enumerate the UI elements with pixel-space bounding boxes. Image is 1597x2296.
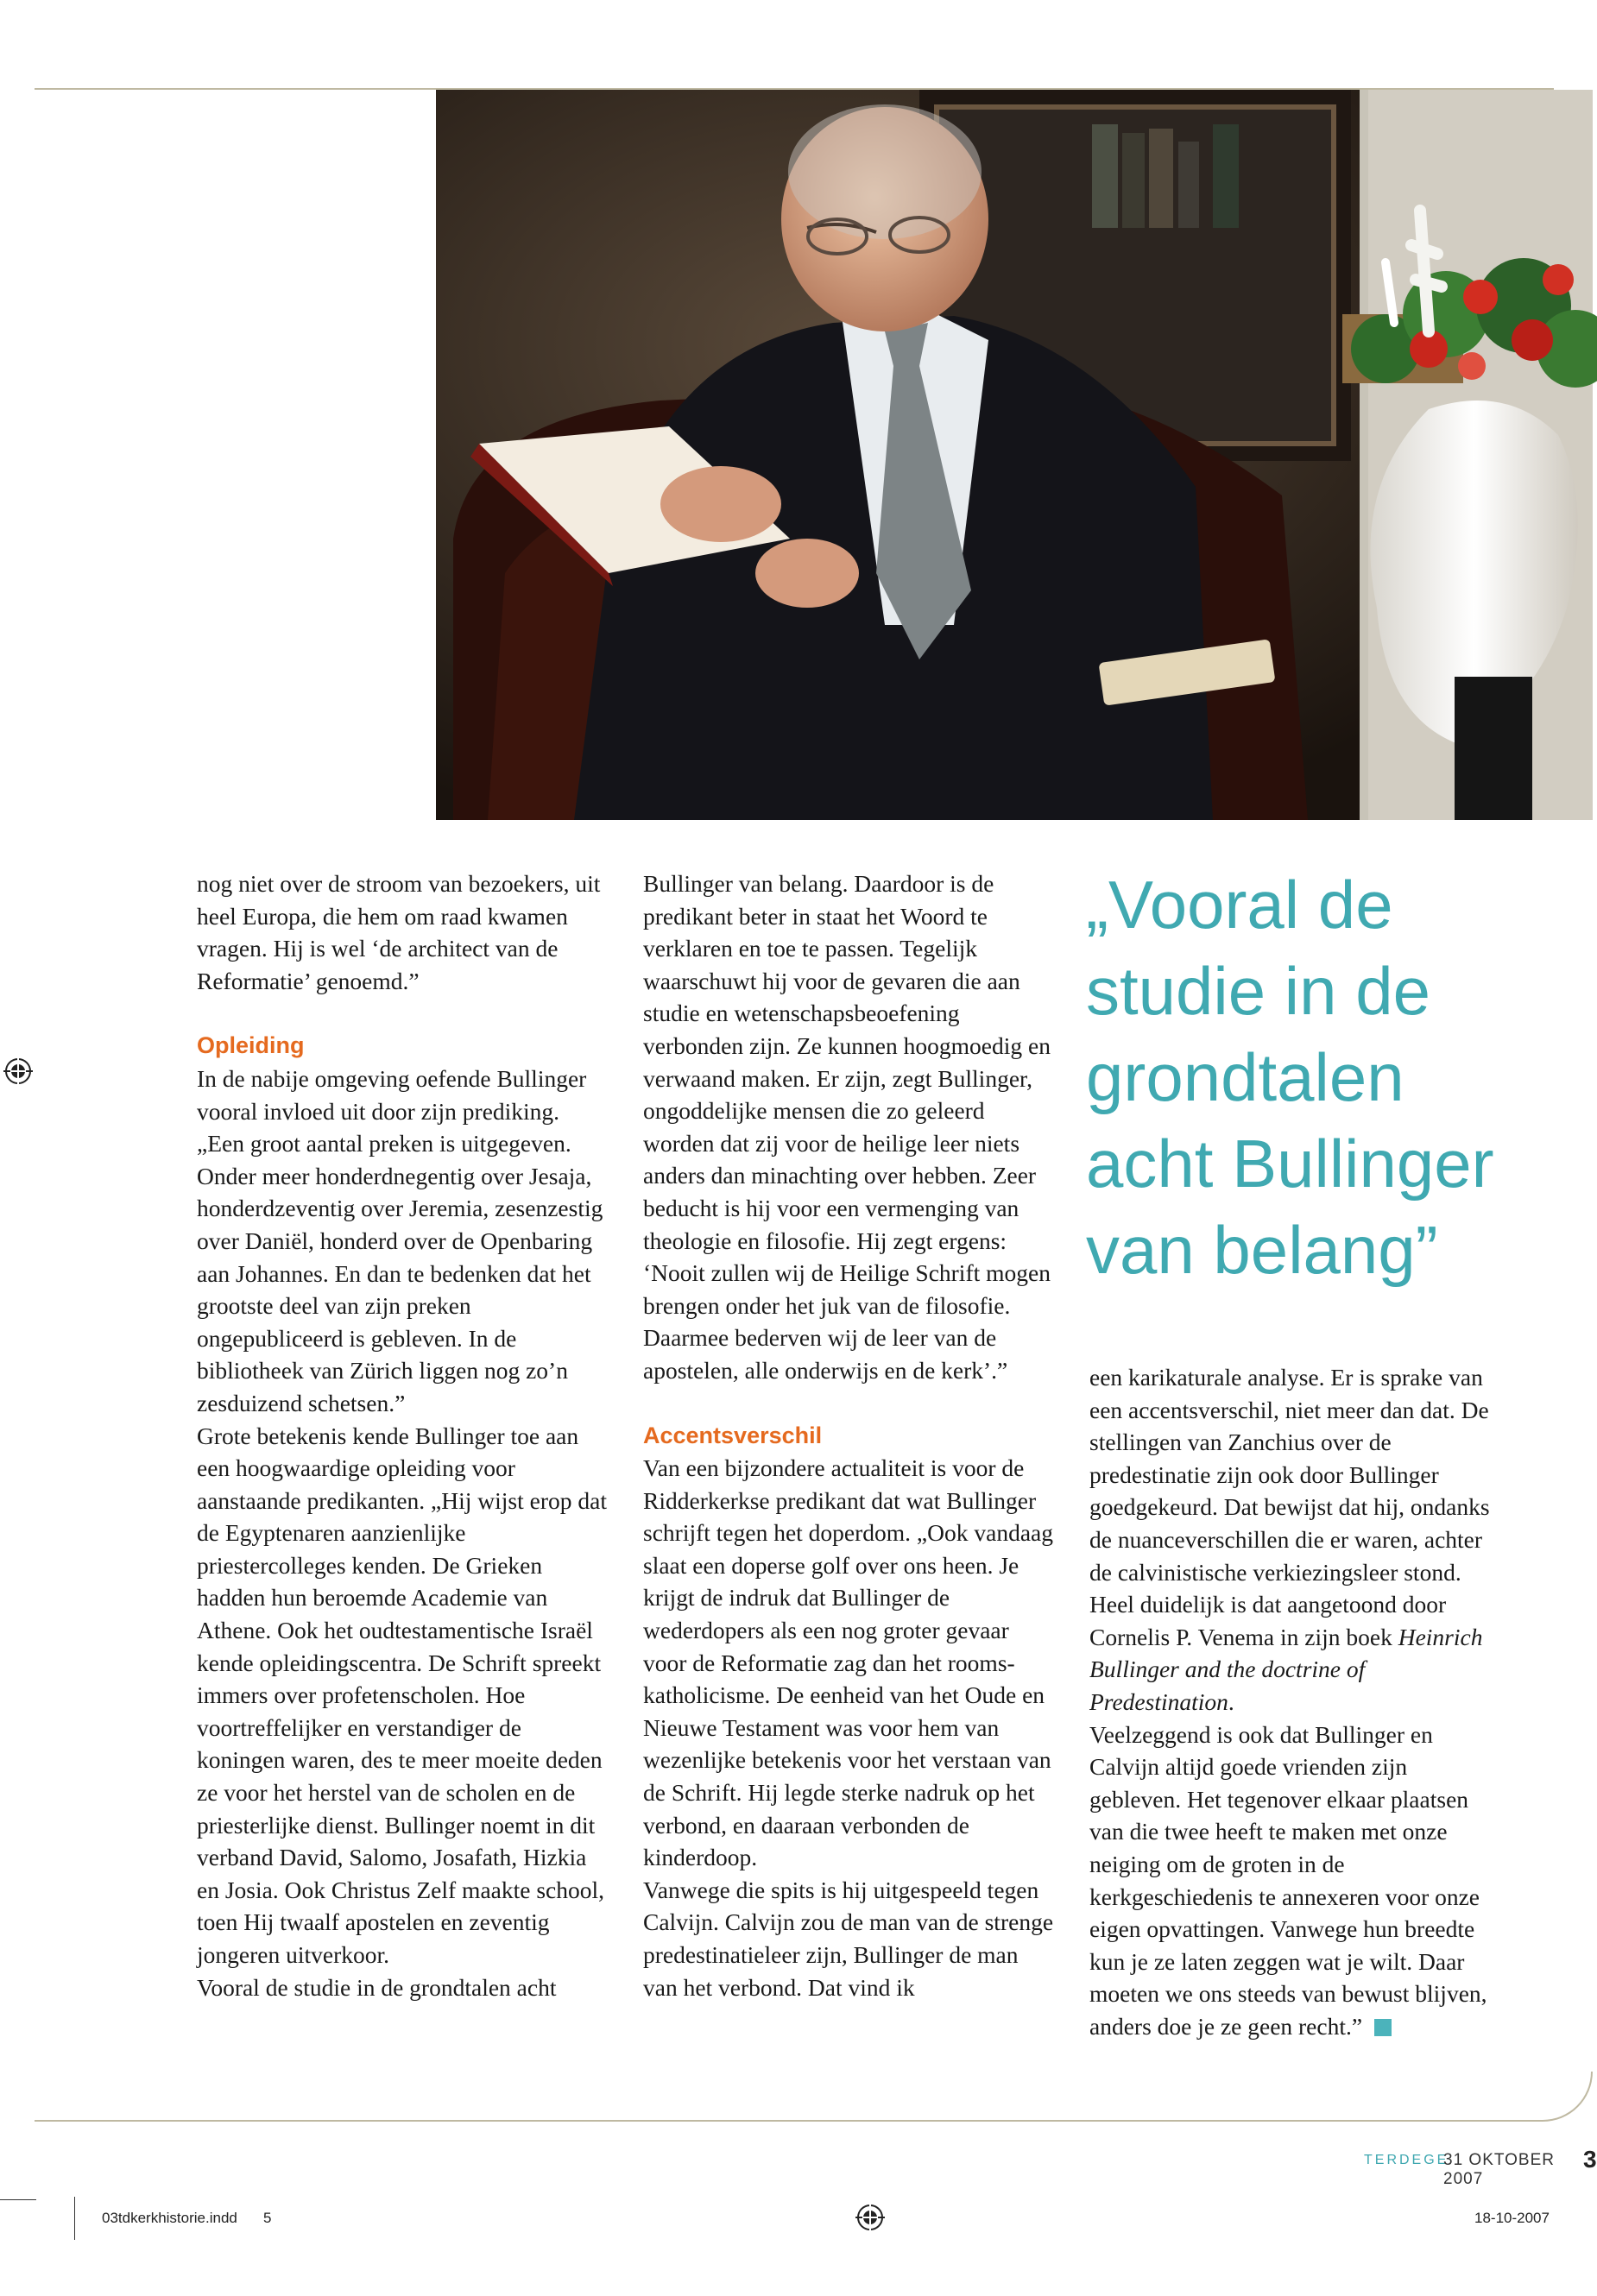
subheading-accentsverschil: Accentsverschil: [643, 1422, 823, 1448]
book-title: Heinrich Bullinger and the doctrine of Predestination: [1089, 1623, 1483, 1715]
paragraph: Bullinger van belang. Daardoor is de predikant beter in staat het Woord te verklaren en toe te passen. Tegelijk waarschuwt hij voor de gevaren die aan studie en wetenschapsbeoefening verbonden zijn. Ze kunnen hoogmoedig en verwaand maken. Er zijn, zegt Bullinger, ongoddelijke mensen die zo geleerd worden dat zij voor de heilige leer niets anders dan minachting over hebben. Zeer beducht is hij voor een vermenging van theologie en filosofie. Hij zegt ergens: ‘Nooit zullen wij de Heilige Schrift mogen brengen onder het juk van de filosofie. Daarmee bederven wij de leer van de apostelen, alle onderwijs en de kerk’.”: [643, 870, 1051, 1384]
paragraph-text: .: [1228, 1687, 1234, 1715]
subheading-opleiding: Opleiding: [197, 1032, 305, 1059]
paragraph: [1089, 1719, 1504, 2043]
slug-page: 5: [263, 2210, 272, 2226]
bottom-corner-curve: [1528, 2072, 1593, 2122]
paragraph: nog niet over de stroom van bezoekers, uit heel Europa, die hem om raad kwamen vragen. Hij is wel ‘de architect van de Reformatie’ genoemd.”: [197, 870, 601, 994]
page-number: 3: [1583, 2146, 1597, 2173]
magazine-name: TERDEGE: [1364, 2153, 1449, 2167]
paragraph: Van een bijzondere actualiteit is voor de Ridderkerkse predikant dat wat Bullinger schrijft tegen het doperdom. „Ook vandaag slaat een doperse golf over ons heen. Je krijgt de indruk dat Bullinger de wederdopers als een nog groter gevaar voor de Reformatie zag dan het rooms-katholicisme. De eenheid van het Oude en Nieuwe Testament was voor hem van wezenlijke betekenis voor het verstaan van de Schrift. Hij legde sterke nadruk op het verbond, en daaraan verbonden de kinderdoop.: [643, 1454, 1053, 1871]
crop-mark: [74, 2197, 75, 2240]
issue-date: 31 OKTOBER 2007: [1443, 2151, 1555, 2188]
registration-mark-icon: [3, 1057, 33, 1086]
crop-mark: [0, 2199, 36, 2200]
text-column-1: [197, 867, 611, 2003]
paragraph: Vooral de studie in de grondtalen acht: [197, 1973, 557, 2001]
bottom-rule: [35, 2120, 1537, 2122]
paragraph: [1089, 1361, 1504, 1719]
pull-quote: [1086, 861, 1569, 1293]
end-mark-icon: [1374, 2019, 1392, 2036]
pull-quote-line: grondtalen: [1086, 1039, 1404, 1115]
text-column-3: [1089, 1361, 1504, 2042]
paragraph: Grote betekenis kende Bullinger toe aan een hoogwaardige opleiding voor aanstaande predikanten. „Hij wijst erop dat de Egyptenaren aanzienlijke priestercolleges kenden. De Grieken hadden hun beroemde Academie van Athene. Ook het oudtestamentische Israël kende opleidingscentra. De Schrift spreekt immers over profetenscholen. Hoe voortreffelijker en verstandiger de koningen waren, des te meer moeite deden ze voor het herstel van de scholen en de priesterlijke dienst. Bullinger noemt in dit verband David, Salomo, Josafath, Hizkia en Josia. Ook Christus Zelf maakte school, toen Hij twaalf apostelen en zeventig jongeren uitverkoor.: [197, 1422, 607, 1968]
paragraph: Vanwege die spits is hij uitgespeeld tegen Calvijn. Calvijn zou de man van de strenge predestinatieleer zijn, Bullinger de man van het verbond. Dat vind ik: [643, 1876, 1054, 2001]
pull-quote-line: studie in de: [1086, 953, 1430, 1029]
pull-quote-line: „Vooral de: [1086, 867, 1393, 943]
registration-mark-icon: [855, 2203, 885, 2232]
pull-quote-line: acht Bullinger: [1086, 1126, 1494, 1202]
pull-quote-line: van belang”: [1086, 1212, 1438, 1288]
paragraph-text: een karikaturale analyse. Er is sprake van een accentsverschil, niet meer dan dat. De stellingen van Zanchius over de predestinatie zijn ook door Bullinger goedgekeurd. Dat bewijst dat hij, ondanks de nuanceverschillen die er waren, achter de calvinistische verkiezingsleer stond. Heel duidelijk is dat aangetoond door Cornelis P. Venema in zijn boek: [1089, 1364, 1490, 1650]
text-column-2: [643, 867, 1057, 2003]
slug-date: 18-10-2007: [1474, 2210, 1550, 2226]
portrait-photo: [436, 90, 1593, 820]
paragraph-text: Veelzeggend is ook dat Bullinger en Calvijn altijd goede vrienden zijn gebleven. Het tegenover elkaar plaatsen van die twee heeft te maken met onze neiging om de groten in de kerkgeschiedenis te annexeren voor onze eigen opvattingen. Vanwege hun breedte kun je ze laten zeggen wat je wilt. Daar moeten we ons steeds van bewust blijven, anders doe je ze geen recht.”: [1089, 1720, 1487, 2040]
slug-filename: 03tdkerkhistorie.indd: [102, 2210, 237, 2226]
paragraph: In de nabije omgeving oefende Bullinger vooral invloed uit door zijn prediking. „Een groot aantal preken is uitgegeven. Onder meer honderdnegentig over Jesaja, honderdzeventig over Jeremia, zesenzestig over Daniël, honderd over de Openbaring aan Johannes. En dan te bedenken dat het grootste deel van zijn preken ongepubliceerd is gebleven. In de bibliotheek van Zürich liggen nog zo’n zesduizend schetsen.”: [197, 1064, 603, 1416]
